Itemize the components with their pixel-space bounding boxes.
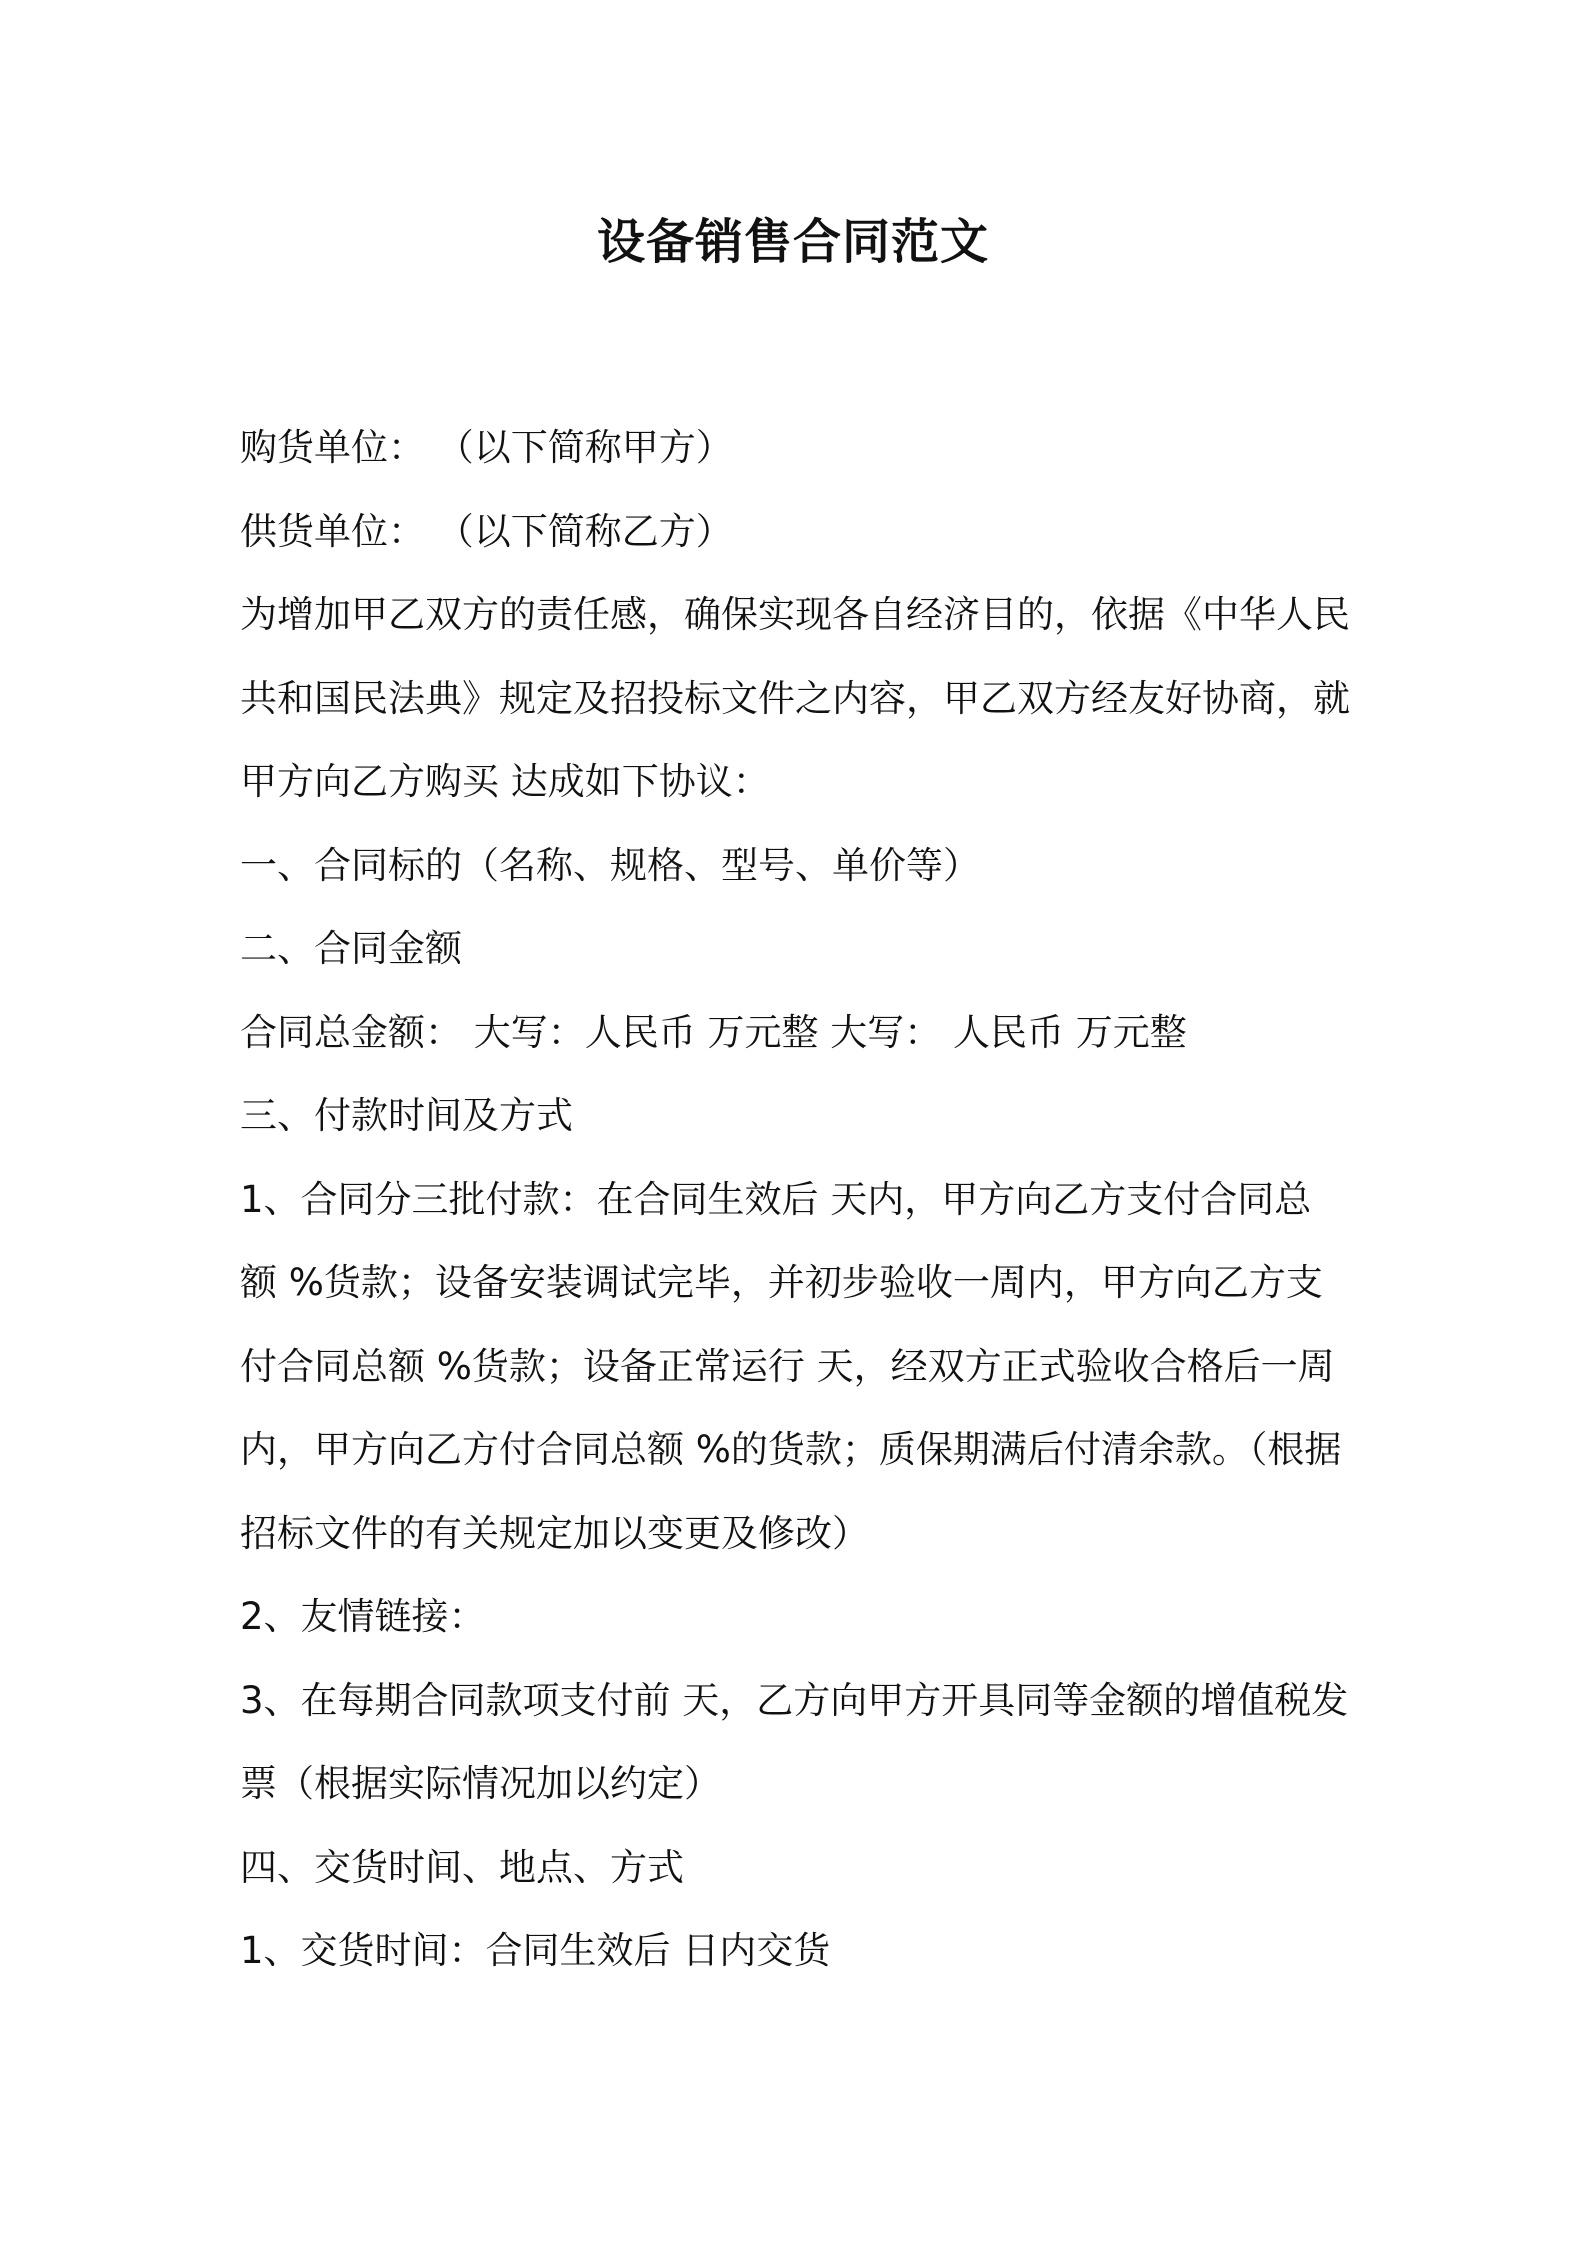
- paragraph-line: 3、在每期合同款项支付前 天，乙方向甲方开具同等金额的增值税发: [240, 1678, 1349, 1722]
- paragraph-line: 票（根据实际情况加以约定）: [240, 1762, 721, 1805]
- paragraph-line: 2、友情链接：: [240, 1595, 486, 1638]
- buyer-line: 购货单位： （以下简称甲方）: [240, 426, 733, 469]
- section-heading: 二、合同金额: [240, 927, 462, 970]
- section-heading: 一、合同标的（名称、规格、型号、单价等）: [240, 843, 980, 887]
- section-heading: 三、付款时间及方式: [240, 1094, 573, 1137]
- paragraph-line: 共和国民法典》规定及招投标文件之内容，甲乙双方经友好协商，就: [240, 676, 1350, 720]
- paragraph-line: 付合同总额 %货款；设备正常运行 天，经双方正式验收合格后一周: [240, 1344, 1335, 1388]
- document-title: 设备销售合同范文: [596, 214, 989, 270]
- paragraph-line: 招标文件的有关规定加以变更及修改）: [240, 1511, 869, 1555]
- section-heading: 四、交货时间、地点、方式: [240, 1845, 684, 1889]
- document-body: [240, 406, 1360, 1993]
- paragraph-line: 为增加甲乙双方的责任感，确保实现各自经济目的，依据《中华人民: [240, 593, 1350, 636]
- supplier-line: 供货单位： （以下简称乙方）: [240, 509, 733, 553]
- paragraph-line: 合同总金额： 大写：人民币 万元整 大写： 人民币 万元整: [240, 1010, 1187, 1054]
- paragraph-line: 1、交货时间：合同生效后 日内交货: [240, 1929, 831, 1972]
- paragraph-line: 1、合同分三批付款：在合同生效后 天内，甲方向乙方支付合同总: [240, 1177, 1312, 1221]
- paragraph-line: 内，甲方向乙方付合同总额 %的货款；质保期满后付清余款。（根据: [240, 1428, 1342, 1471]
- paragraph-line: 甲方向乙方购买 达成如下协议：: [240, 760, 770, 803]
- paragraph-line: 额 %货款；设备安装调试完毕，并初步验收一周内，甲方向乙方支: [240, 1261, 1323, 1304]
